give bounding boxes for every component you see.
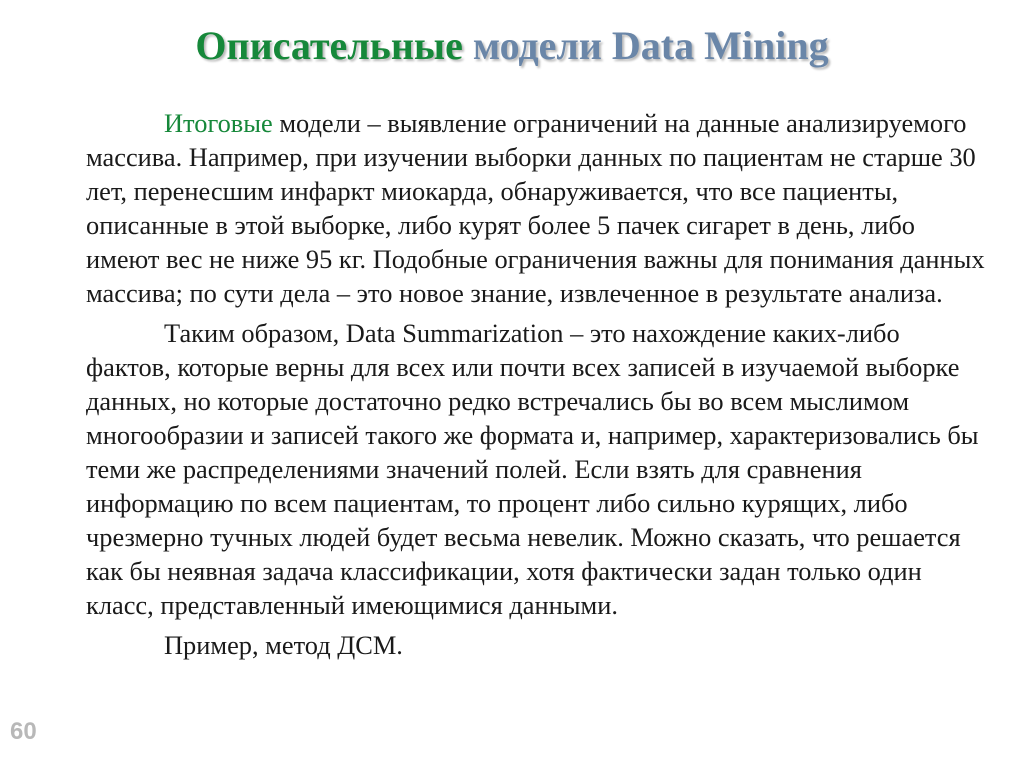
- paragraph-example: [86, 628, 986, 662]
- paragraph-data-summarization: [86, 316, 986, 622]
- paragraph-2-text: Таким образом, Data Summarization – это нахождение каких-либо фактов, которые верны для всех или почти всех записей в изучаемой выборке данных, но которые достаточно редко встречались бы во всем мыслимом многообразии и записей такого же формата и, например, характеризовались бы теми же распределениями значений полей. Если взять для сравнения информацию по всем пациентам, то процент либо сильно курящих, либо чрезмерно тучных людей будет весьма невелик. Можно сказать, что решается как бы неявная задача классификации, хотя фактически задан только один класс, представленный имеющимися данными.: [86, 318, 979, 620]
- page-number: 60: [10, 718, 37, 745]
- paragraph-3-text: Пример, метод ДСМ.: [164, 630, 403, 660]
- paragraph-1-text: модели – выявление ограничений на данные анализируемого массива. Например, при изучении выборки данных по пациентам не старше 30 лет, перенесшим инфаркт миокарда, обнаруживается, что все пациенты, описанные в этой выборке, либо курят более 5 пачек сигарет в день, либо имеют вес не ниже 95 кг. Подобные ограничения важны для понимания данных массива; по сути дела – это новое знание, извлеченное в результате анализа.: [86, 108, 985, 308]
- slide-body: [86, 106, 986, 668]
- paragraph-summary-models: [86, 106, 986, 310]
- term-highlight: Итоговые: [164, 108, 273, 138]
- slide-title: [0, 18, 1024, 74]
- title-rest: модели Data Mining: [462, 23, 829, 68]
- title-accent: Описательные: [195, 23, 463, 68]
